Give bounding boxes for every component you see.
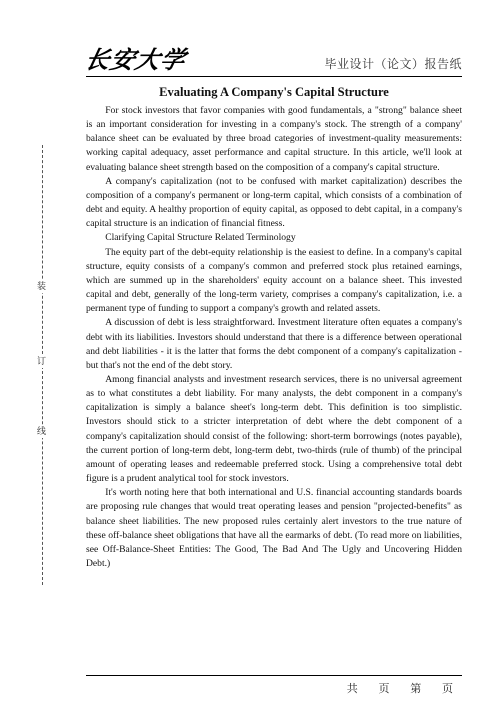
binding-mark-zhuang: 装 <box>37 281 47 291</box>
university-logo: 长安大学 <box>82 45 189 74</box>
binding-margin <box>38 145 48 585</box>
paragraph: A discussion of debt is less straightforward. Investment literature often equates a company's debt with its liabilities. Investors should understand that there is a difference between operational and debt liabilities - it is the latter that forms the debt component of a company's capitalization - but that's not the end of the debt story. <box>86 317 462 371</box>
header-title: 毕业设计（论文）报告纸 <box>324 57 462 71</box>
paragraph: It's worth noting here that both international and U.S. financial accounting standards boards are proposing rule changes that would treat operating leases and pension "projected-benefits" as balance sheet liabilities. The new proposed rules certainly alert investors to the true nature of these off-balance sheet obligations that have all the earmarks of debt. (To read more on liabilities, see Off-Balance-Sheet Entities: The Good, The Bad And The Ugly and Uncovering Hidden Debt.) <box>86 487 462 569</box>
document-body <box>86 85 462 571</box>
header-divider <box>86 76 462 77</box>
paragraph: For stock investors that favor companies with good fundamentals, a "strong" balance sheet is an important consideration for investing in a company's stock. The strength of a company' balance sheet can be evaluated by three broad categories of investment-quality measurements: working capital adequacy, asset performance and capital structure. In this article, we'll look at evaluating balance sheet strength based on the composition of a company's capital structure. <box>86 105 462 173</box>
document-title: Evaluating A Company's Capital Structure <box>159 85 389 99</box>
page-header <box>82 44 462 74</box>
paragraph: Among financial analysts and investment research services, there is no universal agreement as to what constitutes a debt liability. For many analysts, the debt component in a company's capitalization is simply a balance sheet's long-term debt. This definition is too simplistic. Investors should stick to a stricter interpretation of debt where the debt component of a company's capitalization should consist of the following: short-term borrowings (notes payable), the current portion of long-term debt, long-term debt, two-thirds (rule of thumb) of the principal amount of operating leases and redeemable preferred stock. Using a comprehensive total debt figure is a prudent analytical tool for stock investors. <box>86 373 462 485</box>
binding-mark-ding: 订 <box>37 356 47 366</box>
section-subheading: Clarifying Capital Structure Related Terminology <box>105 232 296 244</box>
binding-mark-xian: 线 <box>37 426 47 436</box>
footer-divider <box>86 675 462 676</box>
page-counter: 共 页 第 页 <box>346 683 462 695</box>
paragraph: A company's capitalization (not to be confused with market capitalization) describes the composition of a company's permanent or long-term capital, which consists of a combination of debt and equity. A healthy proportion of equity capital, as opposed to debt capital, in a company's capital structure is an indication of financial fitness. <box>86 175 462 230</box>
paragraph: The equity part of the debt-equity relationship is the easiest to define. In a company's capital structure, equity consists of a company's common and preferred stock plus retained earnings, which are summed up in the shareholders' equity account on a balance sheet. This invested capital and debt, generally of the long-term variety, comprises a company's capitalization, i.e. a permanent type of funding to support a company's growth and related assets. <box>86 246 462 315</box>
